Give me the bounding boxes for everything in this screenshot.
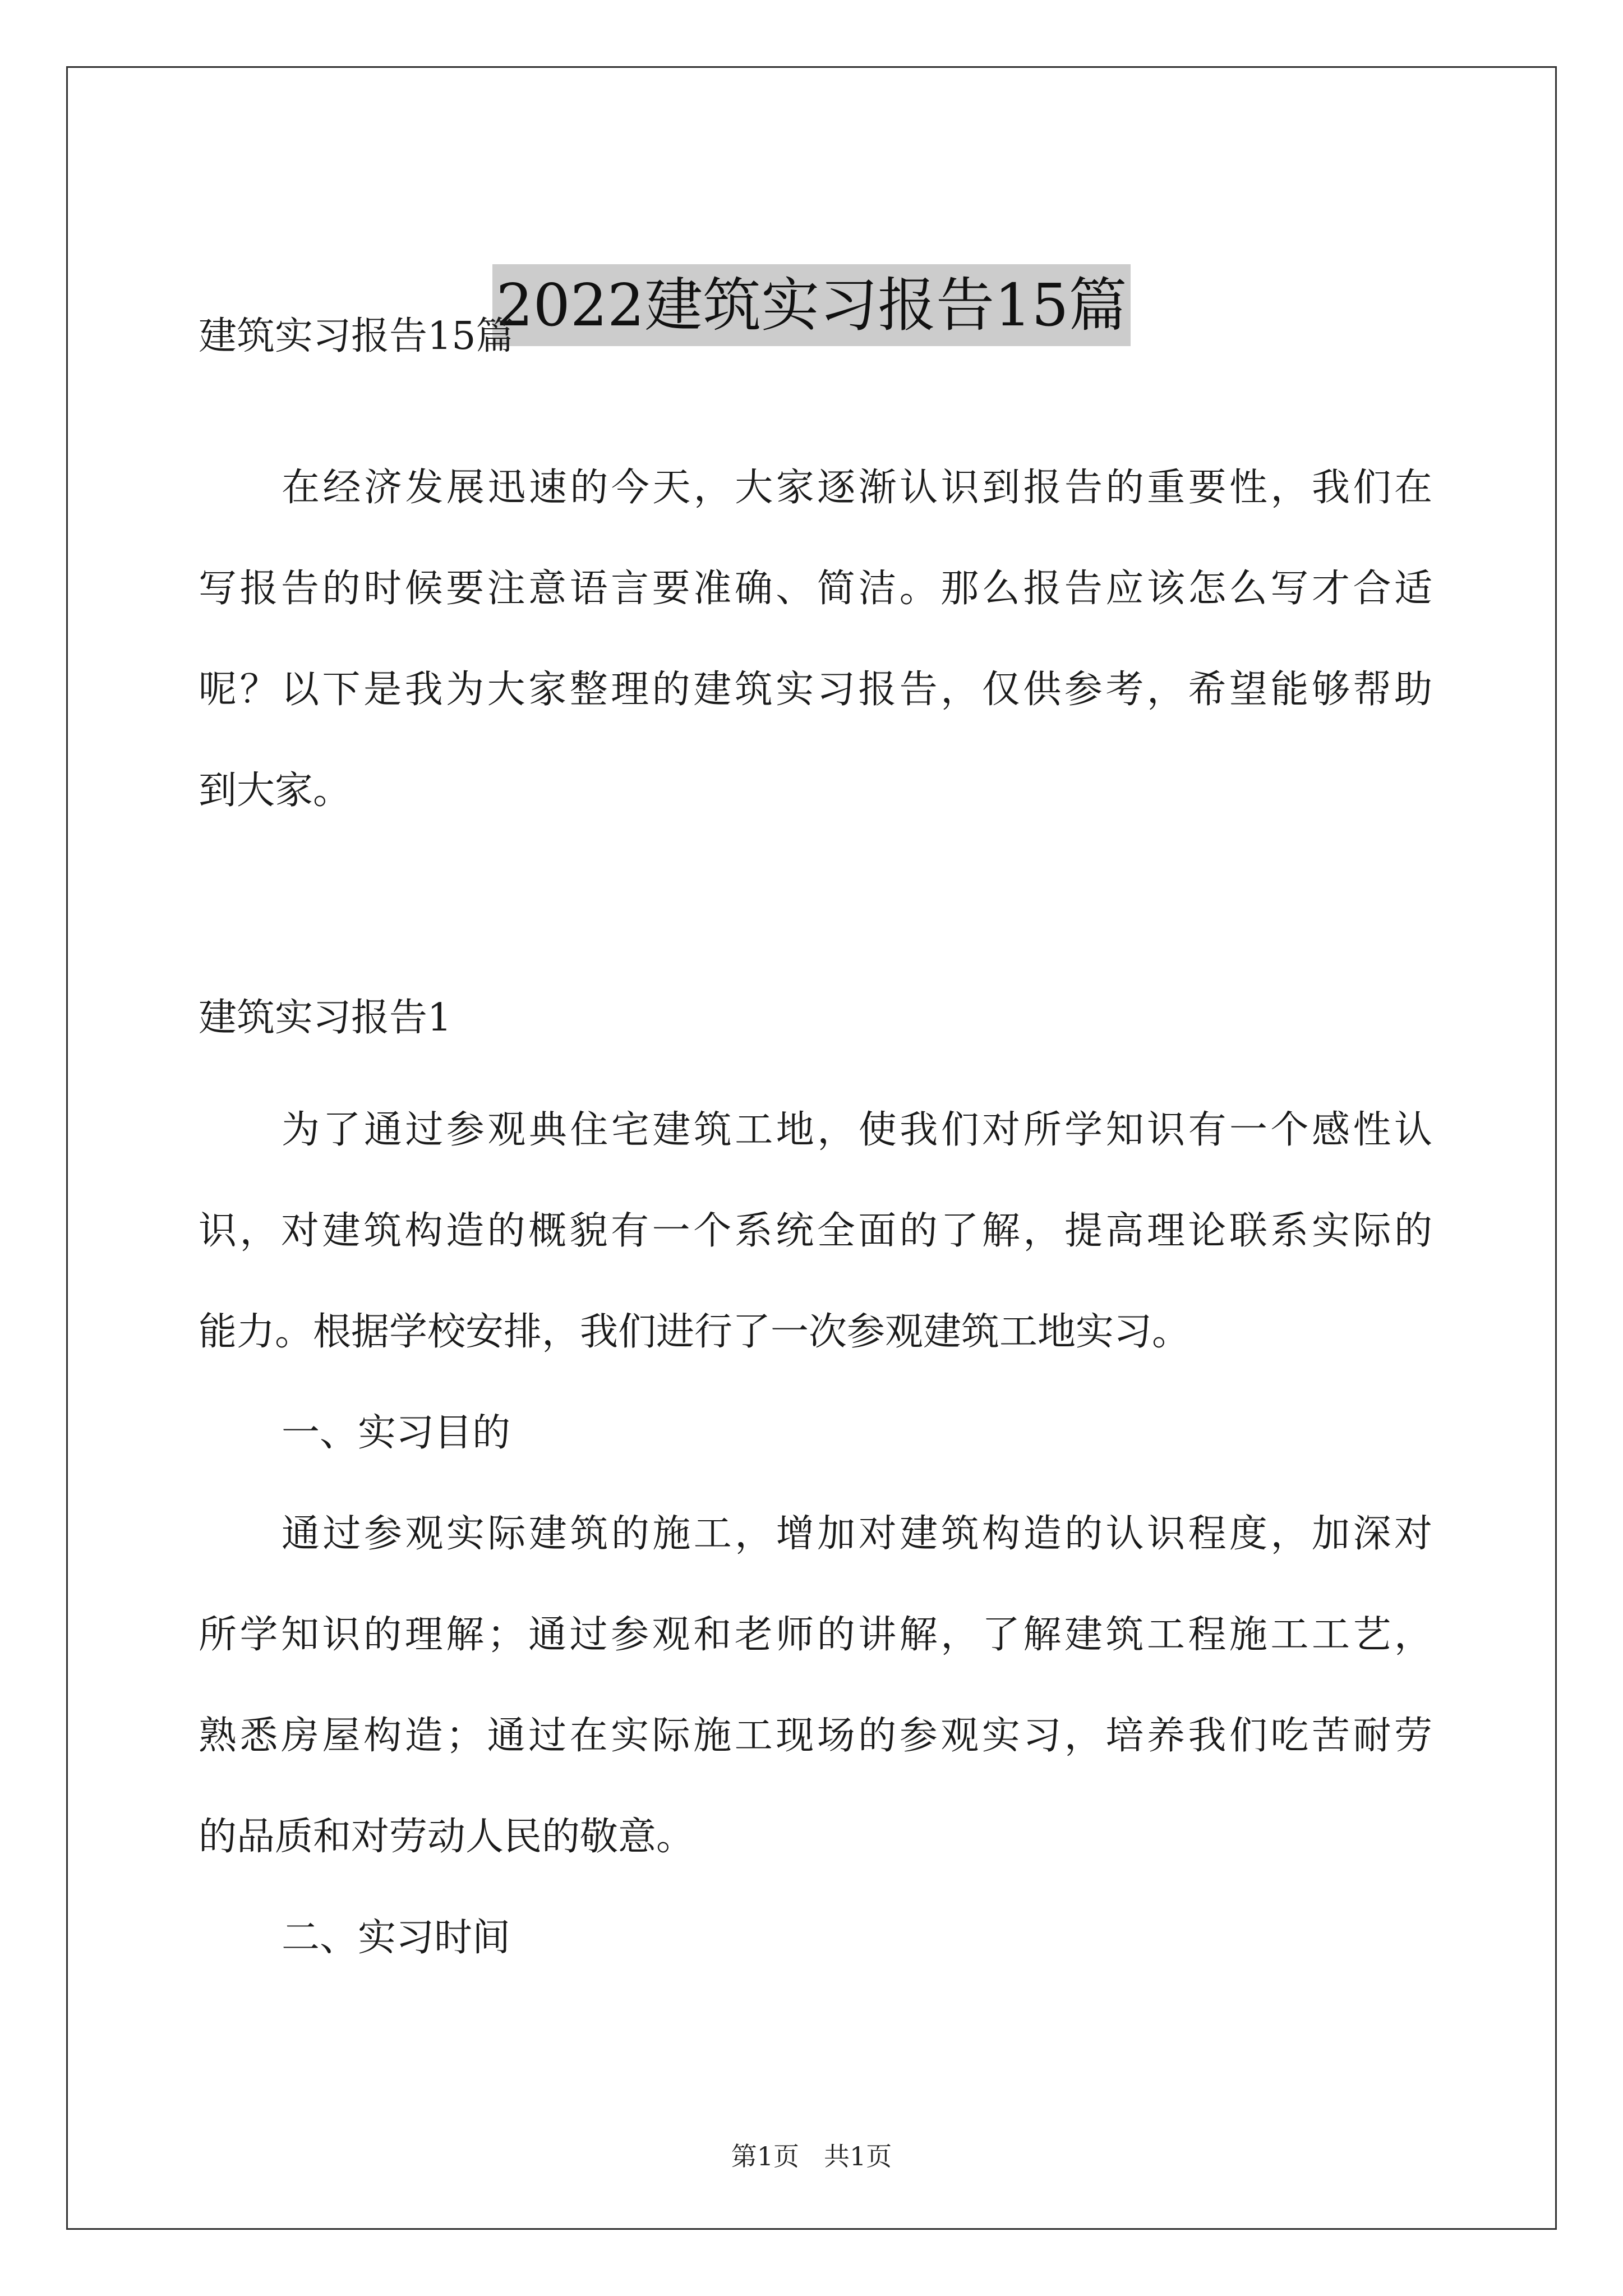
paragraph-line: 为了通过参观典住宅建筑工地，使我们对所学知识有一个感性认 — [282, 1108, 1432, 1152]
paragraph-line: 在经济发展迅速的今天，大家逐渐认识到报告的重要性，我们在 — [282, 466, 1432, 510]
paragraph-line: 所学知识的理解；通过参观和老师的讲解，了解建筑工程施工工艺， — [199, 1613, 1432, 1657]
subsection-heading: 二、实习时间 — [282, 1916, 511, 1960]
paragraph-line: 写报告的时候要注意语言要准确、简洁。那么报告应该怎么写才合适 — [199, 567, 1432, 611]
subsection-heading: 一、实习目的 — [282, 1411, 511, 1455]
paragraph-line: 的品质和对劳动人民的敬意。 — [199, 1815, 695, 1859]
paragraph-line: 通过参观实际建筑的施工，增加对建筑构造的认识程度，加深对 — [282, 1512, 1432, 1556]
page-total: 共1页 — [824, 2141, 892, 2171]
section-heading: 建筑实习报告1 — [199, 996, 452, 1040]
page-number: 第1页 — [731, 2141, 799, 2171]
paragraph-line: 到大家。 — [199, 769, 352, 813]
page-footer — [0, 2136, 1623, 2173]
subtitle-line: 建筑实习报告15篇 — [199, 314, 514, 358]
document-title-text: 2022建筑实习报告15篇 — [492, 264, 1130, 346]
paragraph-line: 呢？以下是我为大家整理的建筑实习报告，仅供参考，希望能够帮助 — [199, 668, 1432, 712]
paragraph-line: 熟悉房屋构造；通过在实际施工现场的参观实习，培养我们吃苦耐劳 — [199, 1714, 1432, 1758]
paragraph-line: 能力。根据学校安排，我们进行了一次参观建筑工地实习。 — [199, 1310, 1191, 1354]
paragraph-line: 识，对建筑构造的概貌有一个系统全面的了解，提高理论联系实际的 — [199, 1209, 1432, 1253]
